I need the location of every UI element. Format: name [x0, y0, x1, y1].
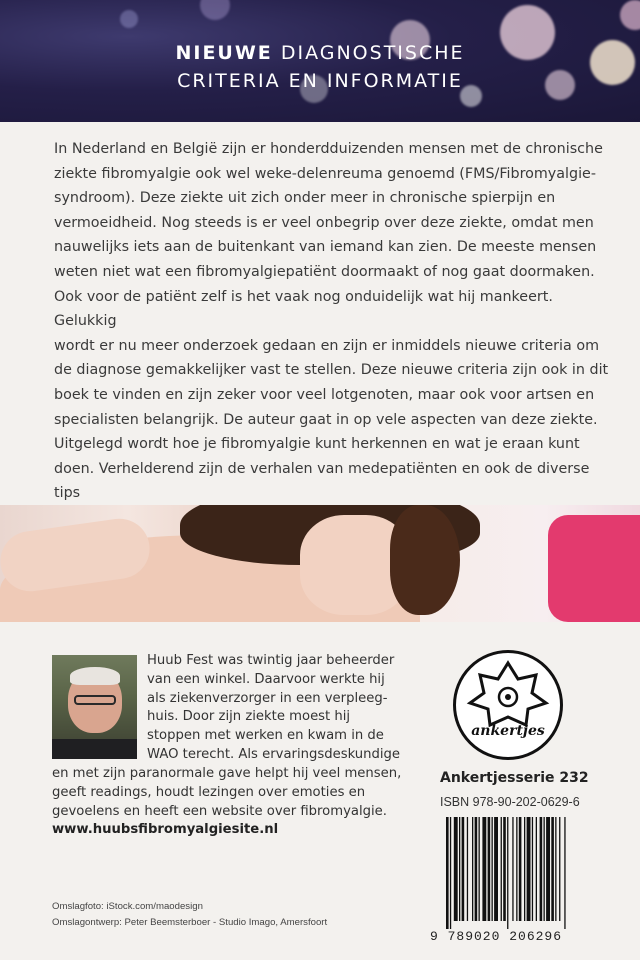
blurb-line: vermoeidheid. Nog steeds is er veel onbegrip over deze ziekte, omdat men	[54, 214, 594, 231]
barcode-number: 9 789020 206296	[430, 929, 563, 944]
blurb-text	[54, 137, 610, 531]
author-bio-line: Huub Fest was twintig jaar beheerder	[147, 653, 395, 668]
blurb-line: weten niet wat een fibromyalgiepatiënt doormaakt of nog gaat doormaken.	[54, 263, 595, 280]
author-photo	[52, 655, 137, 759]
credit-design: Omslagontwerp: Peter Beemsterboer - Studio Imago, Amersfoort	[52, 917, 328, 928]
photo-hair-curl	[390, 505, 460, 615]
blurb-line: Ook voor de patiënt zelf is het vaak nog onduidelijk wat hij mankeert. Gelukkig	[54, 288, 553, 330]
blurb-line: In Nederland en België zijn er honderdduizenden mensen met de chronische	[54, 141, 603, 157]
blurb-line: de diagnose gemakkelijker vast te stellen. Deze nieuwe criteria zijn ook in dit	[54, 362, 609, 379]
credit-photo: Omslagfoto: iStock.com/maodesign	[52, 901, 203, 912]
author-bio-line: van een winkel. Daarvoor werkte hij	[147, 671, 385, 687]
blurb-line: nauwelijks iets aan de buitenkant van iemand kan zien. De meeste mensen	[54, 239, 597, 256]
author-bio-line: en met zijn paranormale gave helpt hij veel mensen,	[52, 766, 402, 781]
ankertjes-logo	[453, 650, 563, 760]
author-photo-glasses	[74, 695, 116, 705]
author-bio-line: geeft readings, houdt lezingen over emoties en	[52, 784, 366, 800]
barcode-icon	[444, 817, 620, 929]
blurb-line: Uitgelegd wordt hoe je fibromyalgie kunt herkennen en wat je eraan kunt	[54, 436, 580, 453]
bokeh-light	[620, 0, 640, 30]
photo-pink-shirt	[548, 515, 640, 622]
author-bio-line: stoppen met werken en kwam in de	[147, 728, 384, 744]
ankertjes-logo-word: ankertjes	[471, 723, 545, 739]
header-title-line2: CRITERIA EN INFORMATIE	[177, 70, 463, 92]
header-banner	[0, 0, 640, 122]
header-title-line1	[0, 39, 640, 67]
author-bio-line: gevoelens en heeft een website over fibromyalgie.	[52, 803, 387, 819]
blurb-line: boek te vinden en zijn zeker voor veel lotgenoten, maar ook voor artsen en	[54, 386, 595, 403]
bokeh-light	[200, 0, 230, 20]
cover-credits	[52, 899, 412, 931]
blurb-line: specialisten belangrijk. De auteur gaat in op vele aspecten van deze ziekte.	[54, 411, 598, 428]
author-photo-shirt	[52, 739, 137, 759]
blurb-line: syndroom). Deze ziekte uit zich onder meer in chronische spierpijn en	[54, 190, 556, 207]
author-bio-line: als ziekenverzorger in een verpleeg-	[147, 690, 388, 706]
header-title-line1-rest: DIAGNOSTISCHE	[280, 42, 465, 64]
ankertjes-logo-icon	[456, 653, 560, 757]
author-bio-line: WAO terecht. Als ervaringsdeskundige	[147, 746, 401, 762]
author-website: www.huubsfibromyalgiesite.nl	[52, 822, 279, 837]
header-title-bold: NIEUWE	[175, 42, 273, 64]
blurb-line: ziekte fibromyalgie ook wel weke-delenreuma genoemd (FMS/Fibromyalgie-	[54, 165, 597, 182]
blurb-line: doen. Verhelderend zijn de verhalen van medepatiënten en ook de diverse tips	[54, 460, 590, 502]
author-bio-line: huis. Door zijn ziekte moest hij	[147, 709, 351, 725]
bokeh-light	[120, 10, 138, 28]
author-bio-top	[147, 652, 422, 765]
isbn: ISBN 978-90-202-0629-6	[440, 795, 580, 809]
cover-photo-strip	[0, 505, 640, 622]
series-label: Ankertjesserie 232	[440, 770, 589, 786]
blurb-line: wordt er nu meer onderzoek gedaan en zijn er inmiddels nieuwe criteria om	[54, 337, 600, 354]
author-photo-hair	[70, 667, 120, 685]
author-bio-bottom	[52, 765, 432, 821]
